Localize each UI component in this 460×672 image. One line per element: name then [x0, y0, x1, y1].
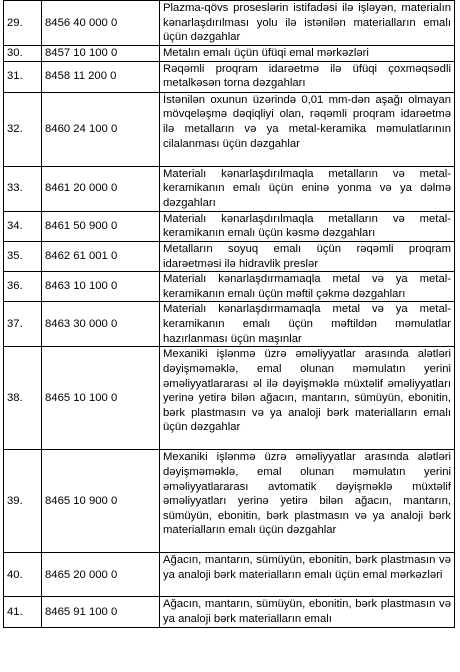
row-number: 32. — [4, 92, 42, 166]
row-number: 35. — [4, 241, 42, 271]
hs-code: 8462 61 001 0 — [42, 241, 160, 271]
row-number: 30. — [4, 45, 42, 61]
table-row — [4, 302, 455, 347]
row-number: 41. — [4, 597, 42, 627]
goods-description: Materialı kənarlaşdırmamaqla metal və ya metal-keramikanın emalı üçün məftildən məmulatlar hazırlanması üçün maşınlar — [160, 302, 455, 347]
goods-table — [3, 0, 455, 628]
table-row — [4, 45, 455, 61]
table-row — [4, 166, 455, 211]
goods-description: Rəqəmli proqram idarəetmə ilə üfüqi çoxməqsədli metalkəsən torna dəzgahları — [160, 61, 455, 92]
goods-description: Ağacın, mantarın, sümüyün, ebonitin, bərk plastmasın və ya analoji bərk materialların emalı — [160, 597, 455, 627]
goods-description: Mexaniki işlənmə üzrə əməliyyatlar arasında alətləri dəyişməməklə, emal olunan məmulatın yerini əməliyyatlararası əl ilə dəyişməklə müxtəlif əməliyyatları yerinə yetirə bilən ağacın, mantarın, sümüyün, ebonitin, bərk plastmasın və ya analoji bərk materialların emalı üçün dəzgahlar — [160, 347, 455, 450]
hs-code: 8465 20 000 0 — [42, 553, 160, 597]
table-row — [4, 1, 455, 46]
row-number: 38. — [4, 347, 42, 450]
goods-description: Metalların soyuq emalı üçün rəqəmli proqram idarəetməsi ilə hidravlik preslər — [160, 241, 455, 271]
table-row — [4, 597, 455, 627]
table-row — [4, 92, 455, 166]
table-row — [4, 553, 455, 597]
table-row — [4, 347, 455, 450]
table-row — [4, 272, 455, 302]
hs-code: 8457 10 100 0 — [42, 45, 160, 61]
hs-code: 8465 10 100 0 — [42, 347, 160, 450]
goods-description: Metalın emalı üçün üfüqi emal mərkəzləri — [160, 45, 455, 61]
table-row — [4, 450, 455, 553]
table-row — [4, 211, 455, 241]
row-number: 29. — [4, 1, 42, 46]
hs-code: 8456 40 000 0 — [42, 1, 160, 46]
goods-description: Ağacın, mantarın, sümüyün, ebonitin, bərk plastmasın və ya analoji bərk materialların emalı üçün emal mərkəzləri — [160, 553, 455, 597]
row-number: 34. — [4, 211, 42, 241]
goods-description: Materialı kənarlaşdırmamaqla metal və ya metal-keramikanın emalı üçün məftil çəkmə dəzgahları — [160, 272, 455, 302]
goods-description: Materialı kənarlaşdırılmaqla metalların və metal-keramikanın emalı üçün eninə yonma və ya dəlmə dəzgahları — [160, 166, 455, 211]
row-number: 36. — [4, 272, 42, 302]
hs-code: 8458 11 200 0 — [42, 61, 160, 92]
row-number: 33. — [4, 166, 42, 211]
hs-code: 8461 20 000 0 — [42, 166, 160, 211]
table-row — [4, 241, 455, 271]
goods-description: Plazma-qövs proseslərin istifadəsi ilə işləyən, materialın kənarlaşdırılması yolu ilə istənilən materialların emalı üçün dəzgahlar — [160, 1, 455, 46]
table-row — [4, 61, 455, 92]
row-number: 31. — [4, 61, 42, 92]
row-number: 37. — [4, 302, 42, 347]
goods-description: Mexaniki işlənmə üzrə əməliyyatlar arasında alətləri dəyişməməklə, emal olunan məmulatın yerini əməliyyatlararası avtomatik dəyişməklə müxtəlif əməliyyatları yerinə yetirə bilən ağacın, mantarın, sümüyün, ebonitin, bərk plastmasın və ya analoji bərk materialların emalı üçün dəzgahlar — [160, 450, 455, 553]
row-number: 39. — [4, 450, 42, 553]
row-number: 40. — [4, 553, 42, 597]
goods-description: İstənilən oxunun üzərində 0,01 mm-dən aşağı olmayan mövqeləşmə dəqiqliyi olan, rəqəmli proqram idarəetmə ilə metalların və ya metal-keramika məmulatlarının cilalanması üçün dəzgahlar — [160, 92, 455, 166]
hs-code: 8460 24 100 0 — [42, 92, 160, 166]
goods-description: Materialı kənarlaşdırılmaqla metalların və metal-keramikanın emalı üçün kəsmə dəzgahları — [160, 211, 455, 241]
hs-code: 8463 30 000 0 — [42, 302, 160, 347]
hs-code: 8465 91 100 0 — [42, 597, 160, 627]
hs-code: 8465 10 900 0 — [42, 450, 160, 553]
hs-code: 8461 50 900 0 — [42, 211, 160, 241]
hs-code: 8463 10 100 0 — [42, 272, 160, 302]
